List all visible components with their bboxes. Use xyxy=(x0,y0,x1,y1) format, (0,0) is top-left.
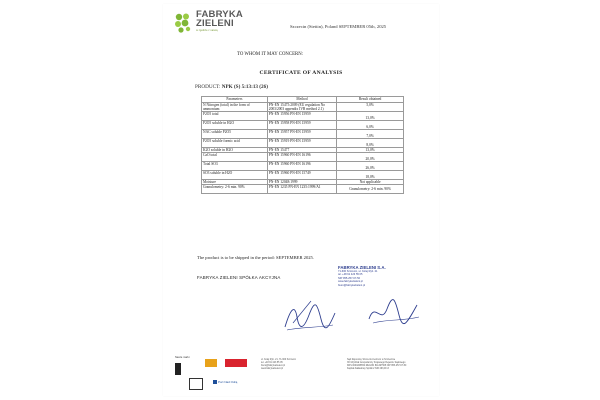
salutation: TO WHOM IT MAY CONCERN: xyxy=(237,52,304,57)
stamp-line: www.fabrykazieleni.pl xyxy=(338,280,363,284)
port-logo xyxy=(213,380,237,384)
partner-logo-bw xyxy=(189,378,203,390)
certificate-page xyxy=(163,4,439,396)
partners-label: Nasze marki xyxy=(175,356,190,359)
method-cell: PN-EN 15960 PN-EN 15749 xyxy=(267,171,336,180)
result-cell: 18,0% xyxy=(337,171,404,180)
clover-logo-icon xyxy=(173,12,193,34)
port-logo-label: Port Nad Odrą xyxy=(218,380,238,384)
result-cell: 26,0% xyxy=(337,162,404,171)
shipping-note: The product is to be shipped in the period: SEPTEMBER 2025. xyxy=(197,255,315,260)
product-label: PRODUCT: xyxy=(195,84,221,90)
signature-right xyxy=(363,295,423,329)
method-cell: PN-EN 15956 PN-EN 15959 xyxy=(267,112,336,121)
document-title: CERTIFICATE OF ANALYSIS xyxy=(259,70,343,76)
result-cell: 6,0% xyxy=(337,121,404,130)
table-row xyxy=(202,171,404,180)
param-cell: Granulometry: 2-6 min. 90% xyxy=(202,185,268,194)
table-row xyxy=(202,130,404,139)
product-value: NPK (S) 5:13:13 (26) xyxy=(221,84,268,90)
product-line xyxy=(195,84,268,90)
stamp-line: biuro@fabrykazieleni.pl xyxy=(338,283,365,287)
column-header: Parameters xyxy=(202,97,268,103)
footer-line: ul. Kolej Ryb. 21, 71-600 Szczecin xyxy=(261,359,296,361)
column-header: Result obtained xyxy=(337,97,404,103)
param-cell: Total SO3 xyxy=(202,162,268,171)
brand-tagline: w zgodzie z naturą xyxy=(196,29,218,32)
table-row xyxy=(202,153,404,162)
footer-line: biuro@fabrykazieleni.pl xyxy=(261,365,285,367)
analysis-table xyxy=(201,96,404,194)
param-cell: Moisture xyxy=(202,180,268,185)
stamp-line: FABRYKA ZIELENI S.A. xyxy=(338,265,386,270)
company-name: FABRYKA ZIELENI SPÓŁKA AKCYJNA xyxy=(197,275,281,280)
param-cell: P2O5 total xyxy=(202,112,268,121)
stamp-line: tel. +48 91 423 55 05 xyxy=(338,273,363,277)
method-cell: PN-EN 15957 PN-EN 15959 xyxy=(267,130,336,139)
partner-logo-orange xyxy=(205,359,217,367)
footer-line: Kapitał Zakładowy Spółki 2 636 493,00 zł xyxy=(347,368,389,370)
method-cell: PN-EN 15477 xyxy=(267,148,336,153)
param-cell: SO3 soluble in H2O xyxy=(202,171,268,180)
param-cell: CaO total xyxy=(202,153,268,162)
footer-address xyxy=(261,359,296,371)
param-cell: P2O5 soluble in H2O xyxy=(202,121,268,130)
result-cell: 8,0% xyxy=(337,139,404,148)
table-row xyxy=(202,121,404,130)
partner-logo-red xyxy=(225,359,247,367)
result-cell: 13,0% xyxy=(337,148,404,153)
method-cell: PN-EN 15919 PN-EN 15959 xyxy=(267,139,336,148)
table-row xyxy=(202,162,404,171)
footer-line: Sąd Rejonowy Szczecin-Centrum w Szczecinie xyxy=(347,359,396,361)
stamp-line: NIP 955-257-67-50 xyxy=(338,276,361,280)
brand-wordmark: FABRYKA ZIELENI xyxy=(196,9,243,29)
stamp-line: 71-600 Szczecin, ul. Kolej Ryb. 21 xyxy=(338,270,378,273)
result-cell: 20,0% xyxy=(337,153,404,162)
footer-line: tel. +48 91 423 55 05 xyxy=(261,362,283,364)
result-cell: 7,0% xyxy=(337,130,404,139)
footer-registry xyxy=(347,359,406,371)
param-cell: NAC soluble P2O5 xyxy=(202,130,268,139)
partner-logo-mark xyxy=(175,363,181,375)
param-cell: K2O soluble in H2O xyxy=(202,148,268,153)
result-cell: Granulometry: 2-6 min. 90% xyxy=(337,185,404,194)
method-cell: PN-EN 1235 PN-EN 1235:1999/A1 xyxy=(267,185,336,194)
method-cell: PN-EN 15960 PN-EN 16196 xyxy=(267,153,336,162)
place-date: Szczecin (Stettin), Poland SEPTEMBER 05th, 2025 xyxy=(290,24,387,29)
signature-left xyxy=(281,297,339,335)
company-stamp xyxy=(338,265,410,287)
method-cell: PN-EN 15958 PN-EN 15959 xyxy=(267,121,336,130)
method-cell: PN-EN 12048:1999 xyxy=(267,180,336,185)
partner-logos xyxy=(175,356,255,394)
column-header: Method xyxy=(267,97,336,103)
method-cell: PN-EN 15960 PN-EN 16196 xyxy=(267,162,336,171)
footer-line: www.fabrykazieleni.pl xyxy=(261,368,283,370)
table-row xyxy=(202,185,404,194)
port-logo-icon xyxy=(213,380,217,384)
table-row xyxy=(202,112,404,121)
method-cell: PN-EN 15475:2009 (EU regulation No 2003/2003 appendix IVB method 2.1) xyxy=(267,103,336,112)
result-cell: Not applicable xyxy=(337,180,404,185)
result-cell: 5,0% xyxy=(337,103,404,112)
param-cell: P2O5 soluble formic acid xyxy=(202,139,268,148)
result-cell: 13,0% xyxy=(337,112,404,121)
footer-line: KRS 0000208554 REGON 811497505 NIP 955-257-67-50 xyxy=(347,365,407,367)
table-row xyxy=(202,103,404,112)
footer-line: XIII Wydział Gospodarczy Krajowego Rejestru Sądowego xyxy=(347,362,406,364)
param-cell: N Nitrogen (total) in the form of ammonium xyxy=(202,103,268,112)
table-row xyxy=(202,139,404,148)
